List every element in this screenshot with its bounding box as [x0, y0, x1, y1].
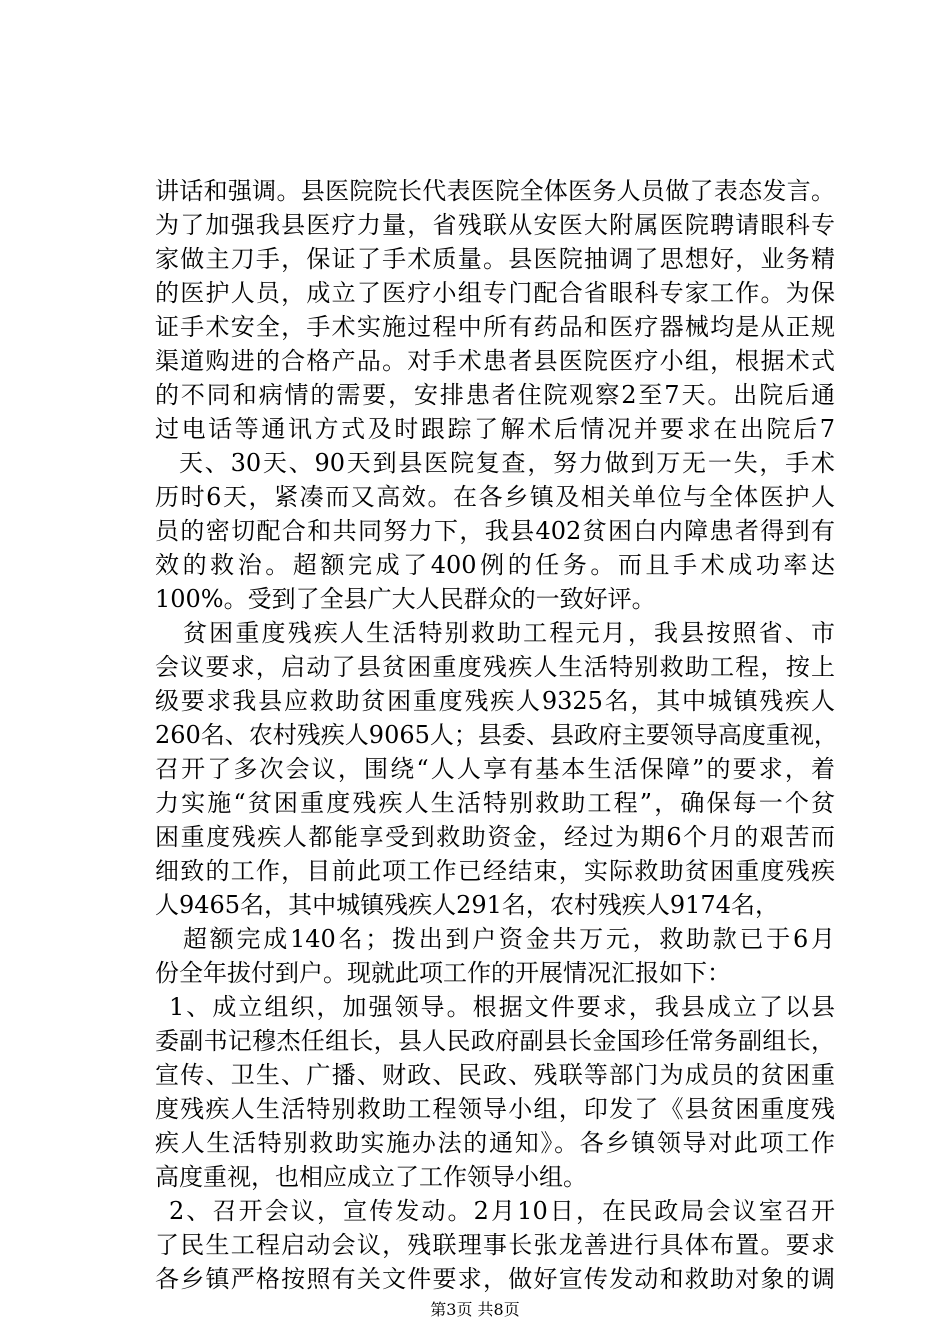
text-line: 级要求我县应救助贫困重度残疾人9325名，其中城镇残疾人 [155, 687, 835, 715]
text-line: 1、成立组织，加强领导。根据文件要求，我县成立了以县 [169, 993, 835, 1021]
text-line: 的医护人员，成立了医疗小组专门配合省眼科专家工作。为保 [155, 279, 835, 307]
text-line: 260名、农村残疾人9065人；县委、县政府主要领导高度重视， [155, 721, 838, 749]
text-line: 家做主刀手，保证了手术质量。县医院抽调了思想好，业务精 [155, 245, 835, 273]
text-line: 渠道购进的合格产品。对手术患者县医院医疗小组，根据术式 [155, 347, 835, 375]
text-line: 效的救治。超额完成了400例的任务。而且手术成功率达 [155, 551, 835, 579]
text-line: 的不同和病情的需要，安排患者住院观察2至7天。出院后通 [155, 381, 835, 409]
text-line: 证手术安全，手术实施过程中所有药品和医疗器械均是从正规 [155, 313, 835, 341]
text-line: 为了加强我县医疗力量，省残联从安医大附属医院聘请眼科专 [155, 211, 835, 239]
text-line: 了民生工程启动会议，残联理事长张龙善进行具体布置。要求 [155, 1231, 835, 1259]
text-line: 过电话等通讯方式及时跟踪了解术后情况并要求在出院后7 [155, 415, 835, 443]
text-line: 高度重视，也相应成立了工作领导小组。 [155, 1163, 587, 1191]
text-line: 疾人生活特别救助实施办法的通知》。各乡镇领导对此项工作 [155, 1129, 835, 1157]
text-line: 人9465名，其中城镇残疾人291名，农村残疾人9174名， [155, 891, 779, 919]
text-line: 委副书记穆杰任组长，县人民政府副县长金国珍任常务副组长， [155, 1027, 835, 1055]
page-footer: 第3页 共8页 [430, 1300, 520, 1319]
text-line: 细致的工作，目前此项工作已经结束，实际救助贫困重度残疾 [155, 857, 835, 885]
text-line: 员的密切配合和共同努力下，我县402贫困白内障患者得到有 [155, 517, 835, 545]
text-line: 会议要求，启动了县贫困重度残疾人生活特别救助工程，按上 [155, 653, 835, 681]
text-line: 困重度残疾人都能享受到救助资金，经过为期6个月的艰苦而 [155, 823, 835, 851]
text-line: 100%。受到了全县广大人民群众的一致好评。 [155, 585, 656, 613]
text-line: 宣传、卫生、广播、财政、民政、残联等部门为成员的贫困重 [155, 1061, 835, 1089]
text-line: 各乡镇严格按照有关文件要求，做好宣传发动和救助对象的调 [155, 1265, 835, 1293]
text-line: 力实施“贫困重度残疾人生活特别救助工程”，确保每一个贫 [155, 789, 835, 817]
text-line: 召开了多次会议，围绕“人人享有基本生活保障”的要求，着 [155, 755, 835, 783]
text-line: 历时6天，紧凑而又高效。在各乡镇及相关单位与全体医护人 [155, 483, 835, 511]
text-line: 份全年拔付到户。现就此项工作的开展情况汇报如下： [155, 959, 731, 987]
text-line: 2、召开会议，宣传发动。2月10日，在民政局会议室召开 [169, 1197, 835, 1225]
text-line: 度残疾人生活特别救助工程领导小组，印发了《县贫困重度残 [155, 1095, 835, 1123]
text-line: 天、30天、90天到县医院复查，努力做到万无一失，手术 [179, 449, 835, 477]
text-line: 超额完成140名；拨出到户资金共万元，救助款已于6月 [183, 925, 835, 953]
text-line: 讲话和强调。县医院院长代表医院全体医务人员做了表态发言。 [155, 177, 835, 205]
text-line: 贫困重度残疾人生活特别救助工程元月，我县按照省、市 [183, 619, 835, 647]
body-text [155, 174, 838, 1296]
